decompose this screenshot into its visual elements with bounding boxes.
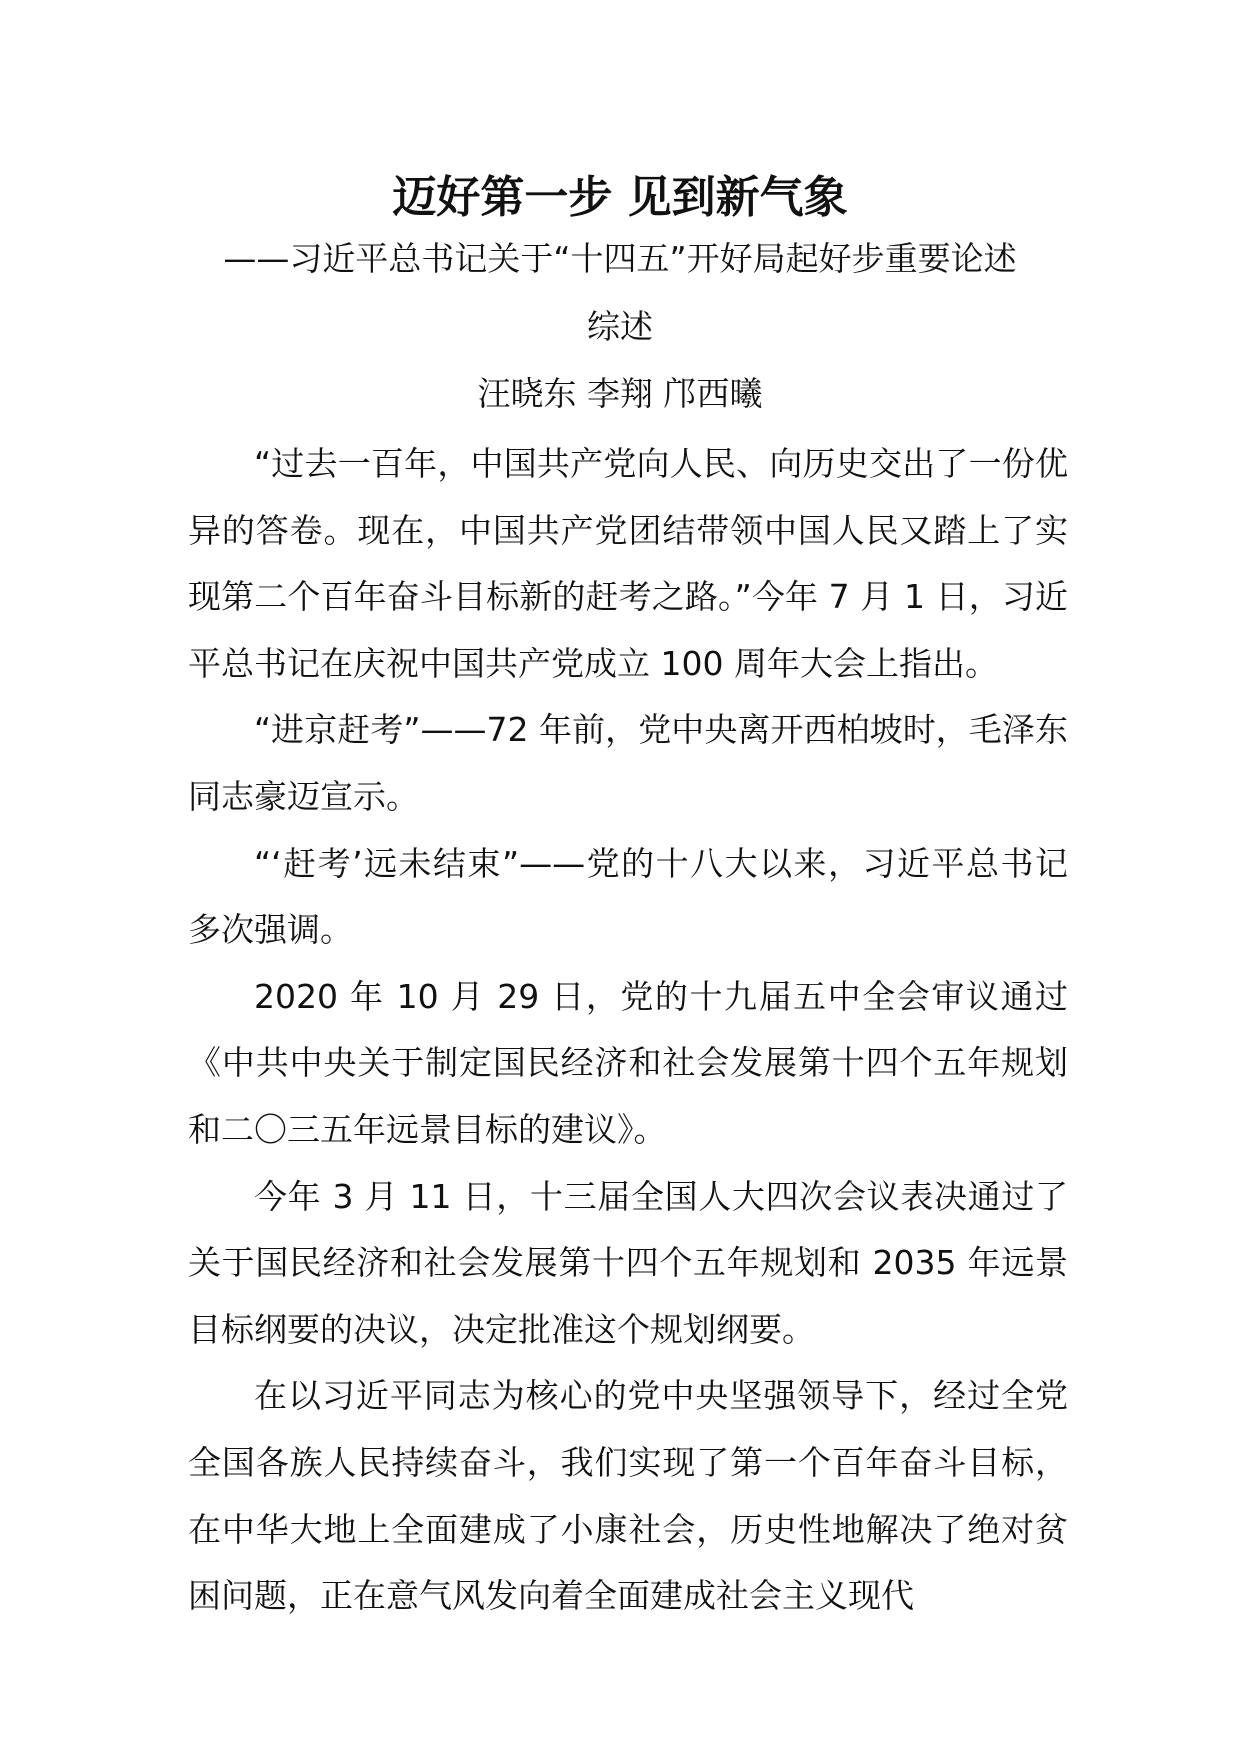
document-subtitle-line1: ——习近平总书记关于“十四五”开好局起好步重要论述 [223, 239, 1017, 278]
body-paragraph-5: 今年 3 月 11 日，十三届全国人大四次会议表决通过了关于国民经济和社会发展第十四个五年规划和 2035 年远景目标纲要的决议，决定批准这个规划纲要。 [188, 1176, 1068, 1349]
body-paragraph-6: 在以习近平同志为核心的党中央坚强领导下，经过全党全国各族人民持续奋斗，我们实现了第一个百年奋斗目标，在中华大地上全面建成了小康社会，历史性地解决了绝对贫困问题，正在意气风发向着全面建成社会主义现代 [188, 1376, 1068, 1616]
body-paragraph-3: “‘赶考’远未结束”——党的十八大以来，习近平总书记多次强调。 [188, 843, 1068, 950]
body-paragraph-4: 2020 年 10 月 29 日，党的十九届五中全会审议通过《中共中央关于制定国民经济和社会发展第十四个五年规划和二〇三五年远景目标的建议》。 [188, 976, 1068, 1149]
document-subtitle-line2: 综述 [587, 307, 653, 346]
document-body [188, 431, 1068, 1630]
body-paragraph-1: “过去一百年，中国共产党向人民、向历史交出了一份优异的答卷。现在，中国共产党团结带领中国人民又踏上了实现第二个百年奋斗目标新的赶考之路。”今年 7 月 1 日，习近平总书记在庆祝中国共产党成立 100 周年大会上指出。 [188, 444, 1068, 683]
document-title: 迈好第一步 见到新气象 [392, 172, 848, 223]
document-authors: 汪晓东 李翔 邝西曦 [477, 374, 763, 413]
body-paragraph-2: “进京赶考”——72 年前，党中央离开西柏坡时，毛泽东同志豪迈宣示。 [188, 710, 1068, 816]
